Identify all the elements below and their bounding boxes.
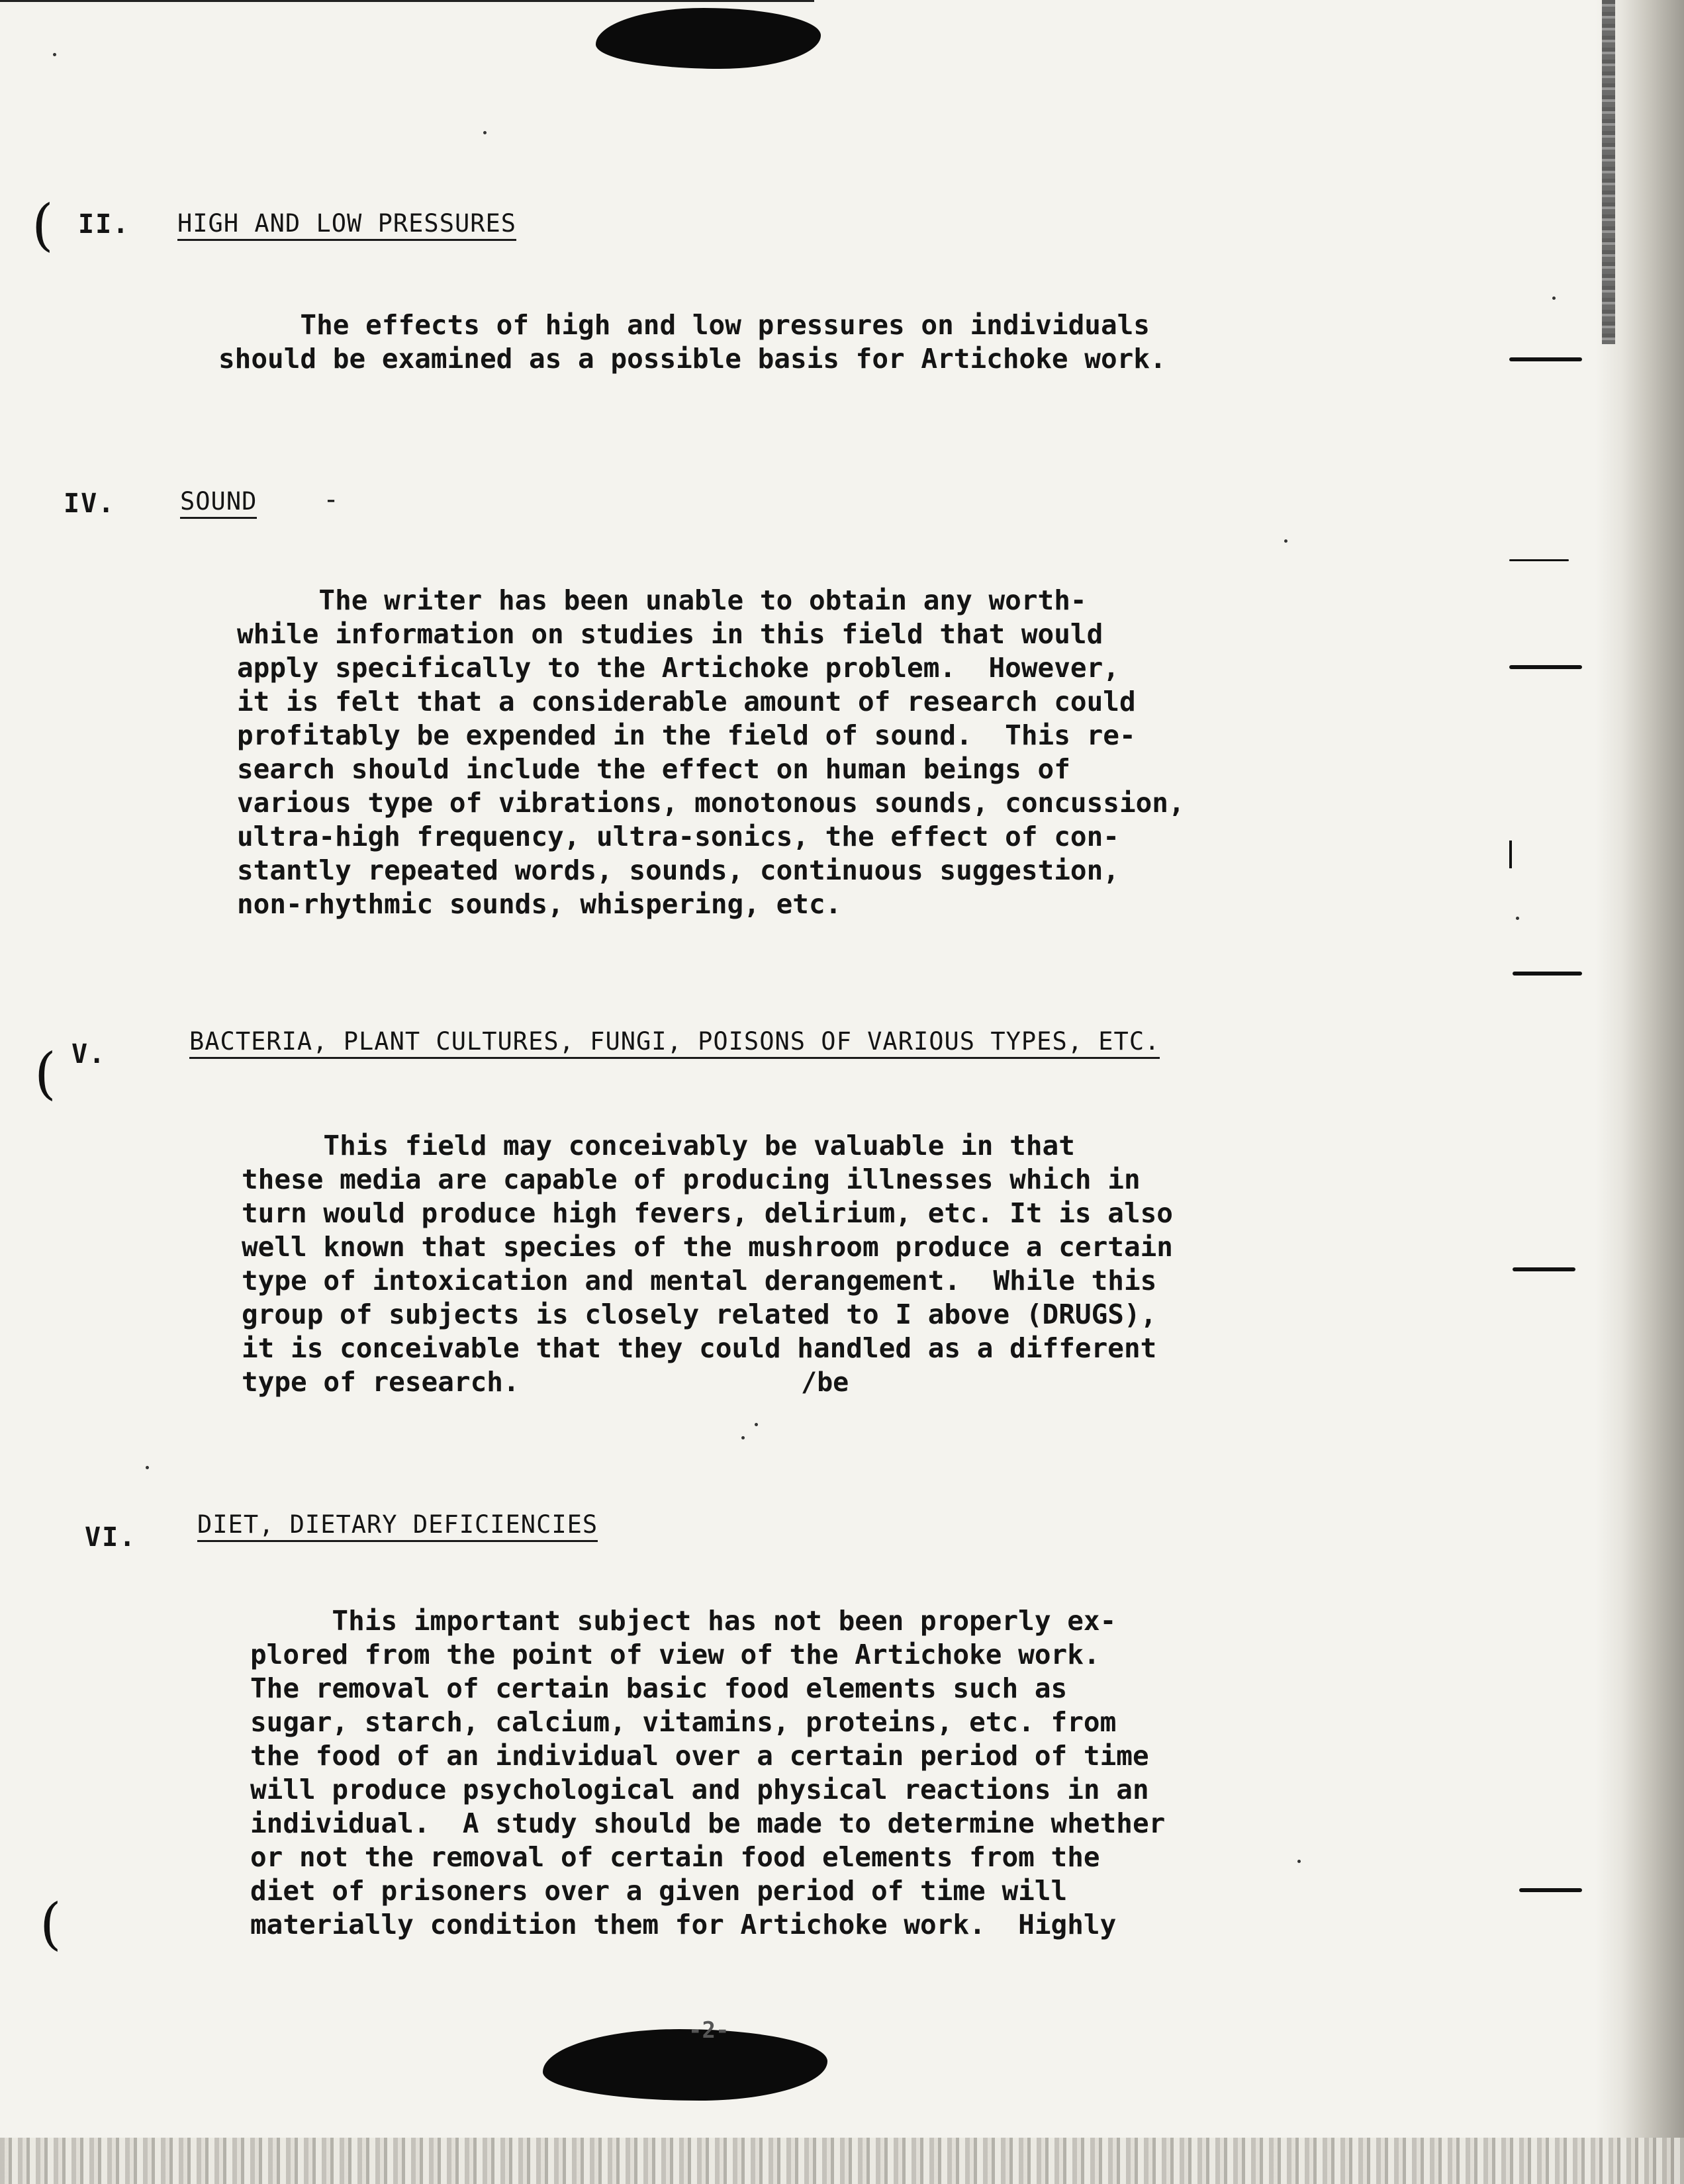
section-heading: SOUND bbox=[180, 487, 257, 519]
scan-speck bbox=[146, 1466, 149, 1469]
margin-mark bbox=[1509, 357, 1582, 361]
margin-mark bbox=[1519, 1888, 1582, 1892]
binder-hole-mark: ( bbox=[40, 1891, 62, 1956]
scan-speck bbox=[755, 1423, 758, 1426]
scan-speck bbox=[483, 131, 487, 134]
scan-speck bbox=[53, 53, 56, 56]
section-heading: HIGH AND LOW PRESSURES bbox=[177, 209, 516, 241]
section-paragraph: The effects of high and low pressures on individuals should be examined as a possible basis for Artichoke work. bbox=[218, 309, 1166, 375]
binder-hole-mark: ( bbox=[34, 1041, 56, 1106]
margin-mark bbox=[1509, 841, 1512, 868]
section-heading: BACTERIA, PLANT CULTURES, FUNGI, POISONS OF VARIOUS TYPES, ETC. bbox=[189, 1027, 1160, 1059]
section-paragraph: This important subject has not been properly ex- plored from the point of view of the Artichoke work. The removal of certain basic food elements such as sugar, starch, calcium, vitamins, proteins, etc. from the food of an individual over a certain period of time will produce psychological and physical reactions in an individual. A study should be made to determine whether or not the removal of certain food elements from the diet of prisoners over a given period of time will materially condition them for Artichoke work. Highly bbox=[250, 1605, 1166, 1940]
scan-edge-bottom bbox=[0, 2138, 1684, 2184]
heading-dash: - bbox=[323, 484, 340, 515]
margin-mark bbox=[1509, 665, 1582, 669]
redaction-blot-top bbox=[596, 8, 821, 69]
page-number: -2- bbox=[688, 2017, 729, 2044]
section-number: IV. bbox=[64, 488, 116, 519]
scan-speck bbox=[1516, 917, 1519, 920]
handwritten-insertion: /be bbox=[801, 1367, 849, 1398]
top-rule bbox=[0, 0, 814, 2]
section-number: II. bbox=[78, 209, 130, 240]
section-paragraph: This field may conceivably be valuable in that these media are capable of producing illnesses which in turn would produce high fevers, delirium, etc. It is also well known that species of the mushroom produce a certain type of intoxication and mental derangement. While this group of subjects is closely related to I above (DRUGS), it is conceivable that they could handled as a different type of research. bbox=[242, 1130, 1173, 1398]
scan-speck bbox=[1297, 1860, 1301, 1863]
scan-speck bbox=[1552, 296, 1556, 300]
margin-mark bbox=[1513, 972, 1582, 976]
section-paragraph: The writer has been unable to obtain any worth- while information on studies in this field that would apply specifically to the Artichoke problem. However, it is felt that a considerable amount of research could profitably be expended in the field of sound. This re- search should include the effect on human beings of various type of vibrations, monotonous sounds, concussion, ultra-high frequency, ultra-sonics, the effect of con- stantly repeated words, sounds, continuous suggestion, non-rhythmic sounds, whispering, etc. bbox=[237, 584, 1185, 920]
margin-mark bbox=[1509, 559, 1569, 561]
scan-speck bbox=[741, 1436, 745, 1439]
binder-hole-mark: ( bbox=[32, 193, 54, 257]
section-heading: DIET, DIETARY DEFICIENCIES bbox=[197, 1510, 598, 1542]
section-number: VI. bbox=[85, 1522, 137, 1553]
redaction-blot-bottom bbox=[543, 2029, 827, 2101]
section-number: V. bbox=[71, 1039, 107, 1069]
scan-edge-right-dark bbox=[1602, 0, 1615, 344]
scan-speck bbox=[1284, 539, 1287, 543]
margin-mark bbox=[1513, 1267, 1575, 1271]
